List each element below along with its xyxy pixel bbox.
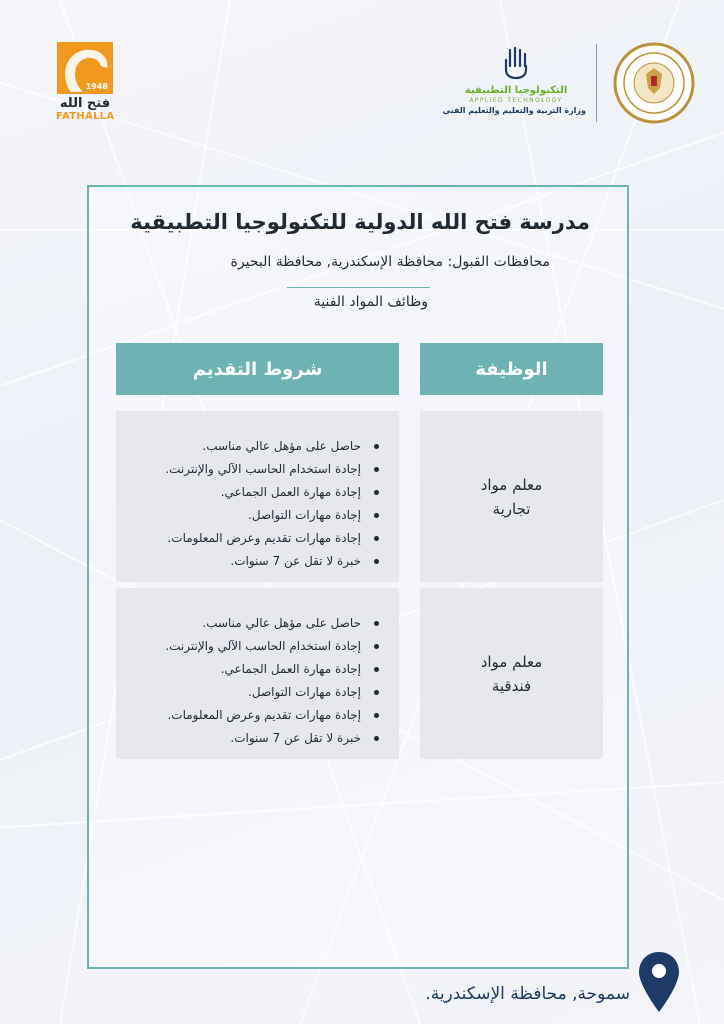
applied-technology-name-ar: التكنولوجيا التطبيقية [464, 85, 568, 96]
applied-technology-logo [442, 46, 586, 116]
requirement-item: إجادة مهارات تقديم وعرض المعلومات. [121, 527, 381, 550]
requirement-item: حاصل على مؤهل عالي مناسب. [121, 435, 381, 458]
bullet-icon [374, 644, 379, 649]
admission-governorates: محافظات القبول: محافظة الإسكندرية, محافظة البحيرة [230, 254, 550, 270]
requirement-item: إجادة مهارات التواصل. [121, 504, 381, 527]
requirement-item: حاصل على مؤهل عالي مناسب. [121, 612, 381, 635]
location-text: سموحة, محافظة الإسكندرية. [425, 984, 630, 1004]
requirements-list [121, 435, 381, 573]
table-header-requirements: شروط التقديم [116, 343, 399, 395]
requirements-list [121, 612, 381, 750]
requirements-cell [116, 411, 399, 582]
job-cell: معلم مواد فندقية [420, 588, 603, 759]
hand-icon [501, 46, 531, 80]
ministry-seal-icon [613, 42, 695, 124]
bullet-icon [374, 690, 379, 695]
bullet-icon [374, 467, 379, 472]
requirement-item: إجادة مهارة العمل الجماعي. [121, 481, 381, 504]
requirement-item: خبرة لا تقل عن 7 سنوات. [121, 550, 381, 573]
requirement-item: إجادة مهارات تقديم وعرض المعلومات. [121, 704, 381, 727]
ministry-name-ar: وزارة التربية والتعليم والتعليم الفني [442, 106, 586, 115]
job-cell: معلم مواد تجارية [420, 411, 603, 582]
requirement-item: إجادة مهارة العمل الجماعي. [121, 658, 381, 681]
fathalla-year: 1948 [85, 82, 108, 91]
table-header-job: الوظيفة [420, 343, 603, 395]
bullet-icon [374, 444, 379, 449]
location-pin-icon [637, 950, 681, 1014]
bullet-icon [374, 490, 379, 495]
title-divider [287, 287, 430, 288]
bullet-icon [374, 736, 379, 741]
fathalla-name-en: FATHALLA [56, 111, 115, 122]
bullet-icon [374, 536, 379, 541]
section-label: وظائف المواد الفنية [313, 294, 428, 310]
fathalla-logo-mark [57, 42, 113, 94]
fathalla-logo [56, 42, 114, 123]
requirements-cell [116, 588, 399, 759]
bullet-icon [374, 513, 379, 518]
bullet-icon [374, 713, 379, 718]
school-title: مدرسة فتح الله الدولية للتكنولوجيا التطبيقية [130, 210, 590, 234]
bullet-icon [374, 559, 379, 564]
requirement-item: إجادة استخدام الحاسب الآلي والإنترنت. [121, 458, 381, 481]
bullet-icon [374, 667, 379, 672]
requirement-item: إجادة مهارات التواصل. [121, 681, 381, 704]
logo-divider [596, 44, 597, 122]
fathalla-name-ar: فتح الله [59, 96, 111, 111]
bullet-icon [374, 621, 379, 626]
requirement-item: خبرة لا تقل عن 7 سنوات. [121, 727, 381, 750]
applied-technology-name-en: APPLIED TECHNOLOGY [469, 97, 563, 104]
requirement-item: إجادة استخدام الحاسب الآلي والإنترنت. [121, 635, 381, 658]
